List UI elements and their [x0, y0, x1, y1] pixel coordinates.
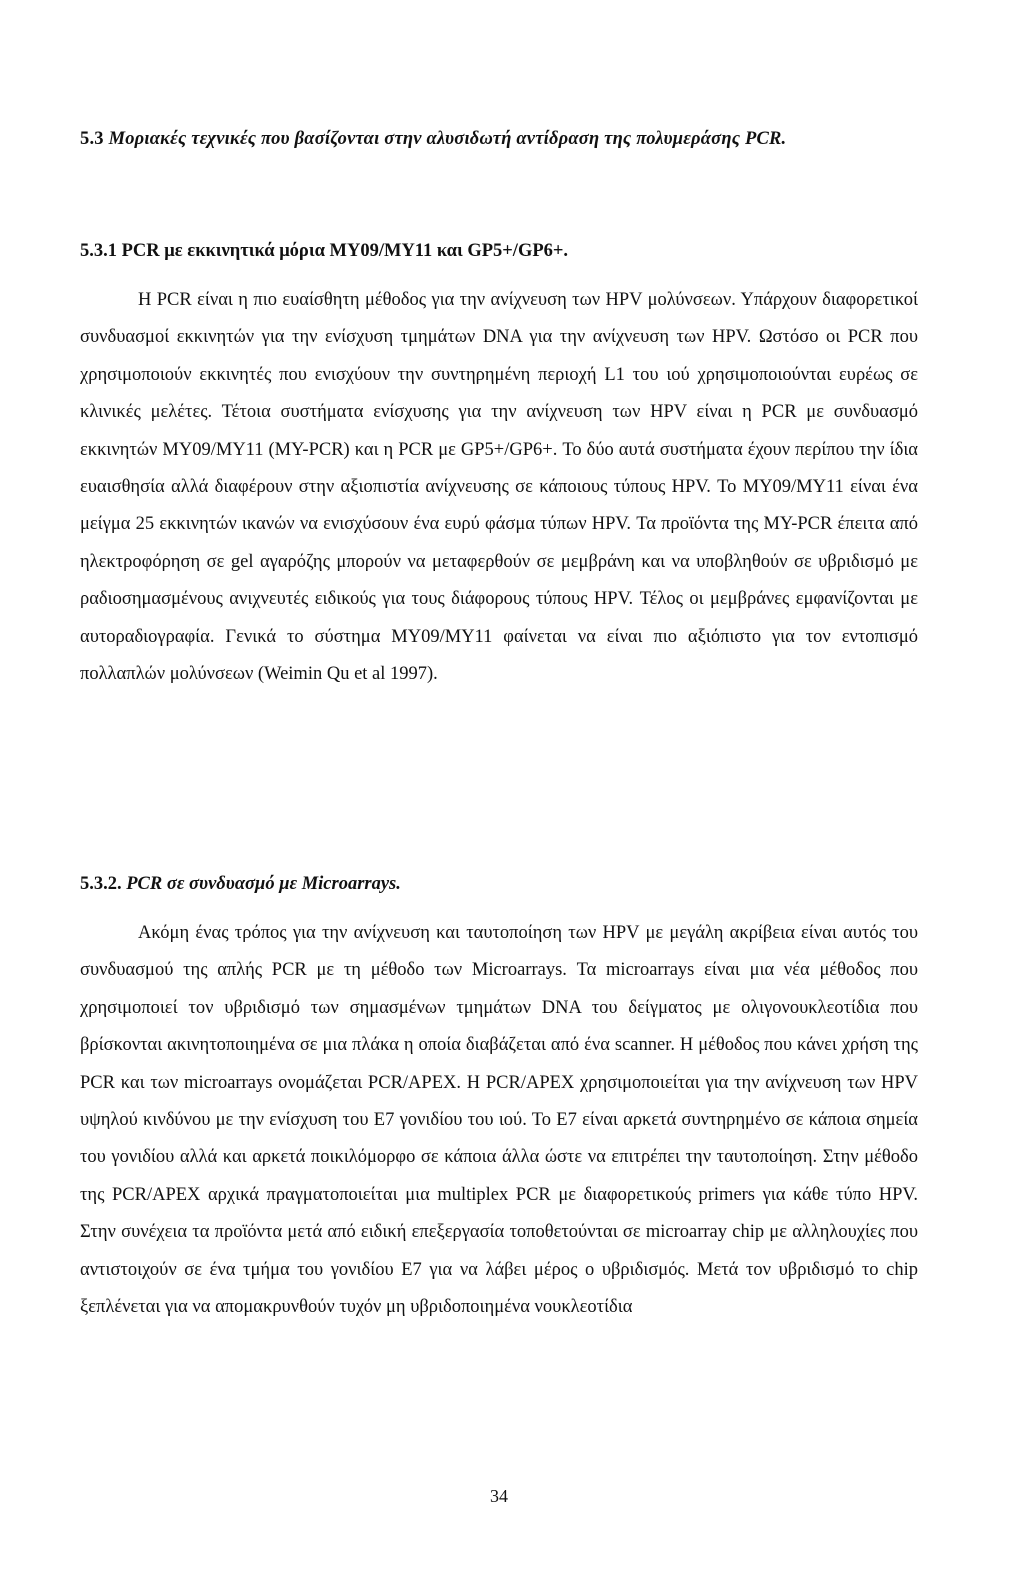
- page-number: 34: [490, 1486, 508, 1506]
- section-5-3-2-heading: [80, 865, 918, 903]
- section-5-3-2-number: 5.3.2.: [80, 874, 122, 894]
- section-5-3-2-paragraph: Ακόμη ένας τρόπος για την ανίχνευση και ταυτοποίηση των HPV με μεγάλη ακρίβεια είναι αυτός του συνδυασμού της απλής PCR με τη μέθοδο των Microarrays. Τα microarrays είναι μια νέα μέθοδος που χρησιμοποιεί τον υβριδισμό των σημασμένων τμημάτων DNA του δείγματος με ολιγονουκλεοτίδια που βρίσκονται ακινητοποιημένα σε μια πλάκα η οποία διαβάζεται από ένα scanner. Η μέθοδος που κάνει χρήση της PCR και των microarrays ονομάζεται PCR/APEX. Η PCR/APEX χρησιμοποιείται για την ανίχνευση των HPV υψηλού κινδύνου με την ενίσχυση του E7 γονιδίου του ιού. Το E7 είναι αρκετά συντηρημένο σε κάποια σημεία του γονιδίου αλλά και αρκετά ποικιλόμορφο σε κάποια άλλα ώστε να επιτρέπει την ταυτοποίηση. Στην μέθοδο της PCR/APEX αρχικά πραγματοποιείται μια multiplex PCR με διαφορετικούς primers για κάθε τύπο HPV. Στην συνέχεια τα προϊόντα μετά από ειδική επεξεργασία τοποθετούνται σε microarray chip με αλληλουχίες που αντιστοιχούν σε ένα τμήμα του γονιδίου E7 για να λάβει μέρος ο υβριδισμός. Μετά τον υβριδισμό το chip ξεπλένεται για να απομακρυνθούν τυχόν μη υβριδοποιημένα νουκλεοτίδια: [80, 923, 918, 1318]
- section-5-3-1-paragraph: Η PCR είναι η πιο ευαίσθητη μέθοδος για την ανίχνευση των HPV μολύνσεων. Υπάρχουν διαφορετικοί συνδυασμοί εκκινητών για την ενίσχυση τμημάτων DNA για την ανίχνευση των HPV. Ωστόσο οι PCR που χρησιμοποιούν εκκινητές που ενισχύουν την συντηρημένη περιοχή L1 του ιού χρησιμοποιούνται ευρέως σε κλινικές μελέτες. Τέτοια συστήματα ενίσχυσης για την ανίχνευση των HPV είναι η PCR με συνδυασμό εκκινητών MY09/MY11 (MY-PCR) και η PCR με GP5+/GP6+. Το δύο αυτά συστήματα έχουν περίπου την ίδια ευαισθησία αλλά διαφέρουν στην αξιοπιστία ανίχνευσης σε κάποιους τύπους HPV. Το MY09/MY11 είναι ένα μείγμα 25 εκκινητών ικανών να ενισχύσουν ένα ευρύ φάσμα τύπων HPV. Τα προϊόντα της MY-PCR έπειτα από ηλεκτροφόρηση σε gel αγαρόζης μπορούν να μεταφερθούν σε μεμβράνη και να υποβληθούν σε υβριδισμό με ραδιοσημασμένους ανιχνευτές ειδικούς για τους διάφορους τύπους HPV. Τέλος οι μεμβράνες εμφανίζονται με αυτοραδιογραφία. Γενικά το σύστημα MY09/MY11 φαίνεται να είναι πιο αξιόπιστο για τον εντοπισμό πολλαπλών μολύνσεων (Weimin Qu et al 1997).: [80, 290, 918, 685]
- section-5-3-title: Μοριακές τεχνικές που βασίζονται στην αλυσιδωτή αντίδραση της πολυμεράσης PCR.: [108, 129, 787, 149]
- section-5-3-number: 5.3: [80, 129, 104, 149]
- section-5-3-heading: [80, 120, 918, 158]
- section-5-3-1-heading: 5.3.1 PCR με εκκινητικά μόρια MY09/MY11 και GP5+/GP6+.: [80, 241, 569, 261]
- section-5-3-2-title: PCR σε συνδυασμό με Microarrays.: [126, 874, 401, 894]
